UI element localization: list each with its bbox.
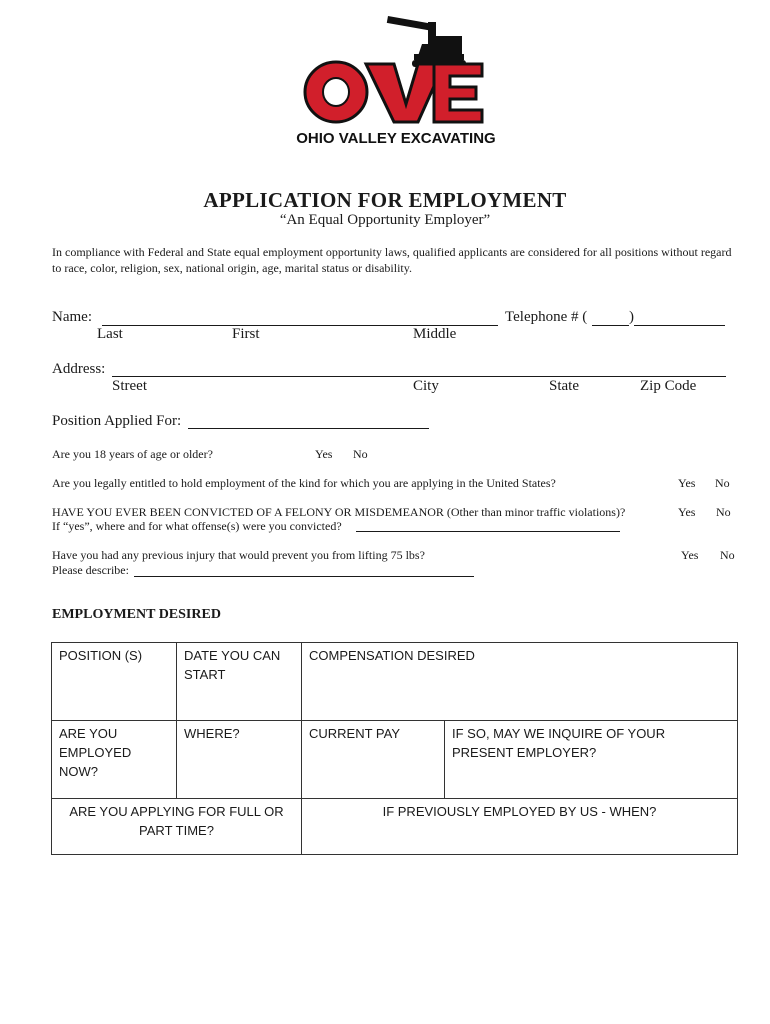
name-first-caption: First xyxy=(232,326,260,342)
question-age-yes[interactable]: Yes xyxy=(315,447,333,461)
injury-details-field[interactable] xyxy=(134,575,474,577)
question-legal: Are you legally entitled to hold employment of the kind for which you are applying in the United States? xyxy=(52,476,556,490)
positions-cell[interactable]: POSITION (S) xyxy=(52,643,177,721)
address-state-caption: State xyxy=(549,378,579,394)
question-legal-yes[interactable]: Yes xyxy=(678,476,696,490)
name-last-caption: Last xyxy=(97,326,123,342)
telephone-label: Telephone # ( xyxy=(505,309,588,325)
company-name: OHIO VALLEY EXCAVATING xyxy=(296,130,496,147)
address-zip-caption: Zip Code xyxy=(640,378,697,394)
page-subtitle: “An Equal Opportunity Employer” xyxy=(279,212,491,228)
where-cell[interactable]: WHERE? xyxy=(177,721,302,799)
question-injury-yes[interactable]: Yes xyxy=(681,548,699,562)
question-felony-no[interactable]: No xyxy=(716,505,731,519)
position-applied-label: Position Applied For: xyxy=(52,413,182,429)
telephone-paren-close: ) xyxy=(629,309,634,325)
felony-details-field[interactable] xyxy=(356,530,620,532)
employed-now-cell[interactable]: ARE YOU EMPLOYED NOW? xyxy=(52,721,177,799)
previously-employed-cell[interactable]: IF PREVIOUSLY EMPLOYED BY US - WHEN? xyxy=(302,799,738,855)
address-city-caption: City xyxy=(413,378,439,394)
question-felony: HAVE YOU EVER BEEN CONVICTED OF A FELONY OR MISDEMEANOR (Other than minor traffic violations)? xyxy=(52,505,626,519)
question-injury-no[interactable]: No xyxy=(720,548,735,562)
current-pay-cell[interactable]: CURRENT PAY xyxy=(302,721,445,799)
company-logo xyxy=(296,14,496,152)
question-injury: Have you had any previous injury that would prevent you from lifting 75 lbs? xyxy=(52,548,425,562)
date-start-cell[interactable]: DATE YOU CAN START xyxy=(177,643,302,721)
question-injury-followup: Please describe: xyxy=(52,563,129,577)
question-felony-followup: If “yes”, where and for what offense(s) were you convicted? xyxy=(52,519,342,533)
name-label: Name: xyxy=(52,309,92,325)
ove-logo-graphic xyxy=(296,14,496,152)
name-middle-caption: Middle xyxy=(413,326,457,342)
employment-desired-heading: EMPLOYMENT DESIRED xyxy=(52,607,221,622)
telephone-number-field[interactable] xyxy=(634,324,725,326)
intro-paragraph: In compliance with Federal and State equal employment opportunity laws, qualified applicants are considered for all positions without regard to race, color, religion, sex, national origin, age, marital status or disability. xyxy=(52,245,732,275)
address-label: Address: xyxy=(52,361,106,377)
address-field[interactable] xyxy=(112,375,726,377)
excavator-icon xyxy=(387,16,466,67)
address-street-caption: Street xyxy=(112,378,147,394)
position-applied-field[interactable] xyxy=(188,427,429,429)
question-age-no[interactable]: No xyxy=(353,447,368,461)
question-age: Are you 18 years of age or older? xyxy=(52,447,213,461)
question-felony-yes[interactable]: Yes xyxy=(678,505,696,519)
compensation-cell[interactable]: COMPENSATION DESIRED xyxy=(302,643,738,721)
employment-desired-table xyxy=(51,642,738,855)
inquire-employer-cell[interactable]: IF SO, MAY WE INQUIRE OF YOUR PRESENT EMPLOYER? xyxy=(445,721,738,799)
page-title: APPLICATION FOR EMPLOYMENT xyxy=(203,188,567,212)
full-part-time-cell[interactable]: ARE YOU APPLYING FOR FULL OR PART TIME? xyxy=(52,799,302,855)
telephone-area-code-field[interactable] xyxy=(592,324,629,326)
question-legal-no[interactable]: No xyxy=(715,476,730,490)
